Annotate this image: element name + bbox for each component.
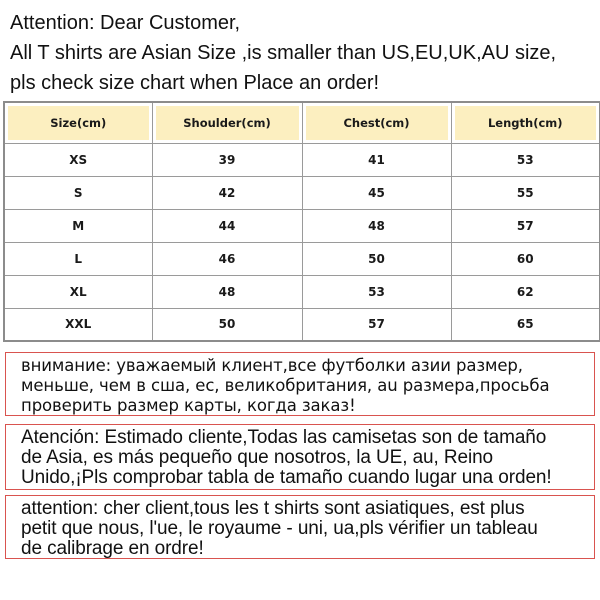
cell-length: 53 [451, 143, 600, 176]
table-header-row [4, 102, 600, 143]
size-chart-table [3, 101, 600, 342]
cell-size: XXL [4, 308, 152, 341]
table-row [4, 209, 600, 242]
russian-note-line: меньше, чем в сша, ес, великобритания, au размера,просьба [21, 376, 550, 395]
cell-shoulder: 44 [152, 209, 302, 242]
cell-chest: 45 [302, 176, 451, 209]
russian-note-line: внимание: уважаемый клиент,все футболки азии размер, [21, 356, 523, 375]
cell-chest: 41 [302, 143, 451, 176]
french-note-line: petit que nous, l'ue, le royaume - uni, ua,pls vérifier un tableau [21, 518, 538, 539]
cell-size: L [4, 242, 152, 275]
cell-shoulder: 39 [152, 143, 302, 176]
spanish-note-box [5, 424, 595, 490]
spanish-note-line: Atención: Estimado cliente,Todas las camisetas son de tamaño [21, 427, 547, 448]
notice-line-asian-size: All T shirts are Asian Size ,is smaller than US,EU,UK,AU size, [10, 42, 557, 64]
notice-line-check-chart: pls check size chart when Place an order! [10, 72, 380, 94]
cell-chest: 53 [302, 275, 451, 308]
attention-notice [10, 8, 595, 98]
table-row [4, 176, 600, 209]
french-note-line: attention: cher client,tous les t shirts sont asiatiques, est plus [21, 498, 525, 519]
french-note-box [5, 495, 595, 559]
cell-size: XL [4, 275, 152, 308]
cell-chest: 50 [302, 242, 451, 275]
french-note-line: de calibrage en ordre! [21, 538, 204, 559]
cell-length: 60 [451, 242, 600, 275]
header-chest: Chest(cm) [302, 102, 451, 143]
cell-length: 62 [451, 275, 600, 308]
table-row [4, 275, 600, 308]
cell-size: S [4, 176, 152, 209]
cell-chest: 48 [302, 209, 451, 242]
cell-shoulder: 48 [152, 275, 302, 308]
cell-shoulder: 42 [152, 176, 302, 209]
cell-shoulder: 50 [152, 308, 302, 341]
table-row [4, 242, 600, 275]
spanish-note-line: Unido,¡Pls comprobar tabla de tamaño cuando lugar una orden! [21, 467, 552, 488]
russian-note-box [5, 352, 595, 416]
cell-length: 55 [451, 176, 600, 209]
cell-chest: 57 [302, 308, 451, 341]
cell-length: 57 [451, 209, 600, 242]
cell-size: M [4, 209, 152, 242]
header-shoulder: Shoulder(cm) [152, 102, 302, 143]
table-row [4, 308, 600, 341]
spanish-note-line: de Asia, es más pequeño que nosotros, la UE, au, Reino [21, 447, 494, 468]
cell-size: XS [4, 143, 152, 176]
header-size: Size(cm) [4, 102, 152, 143]
header-length: Length(cm) [451, 102, 600, 143]
table-row [4, 143, 600, 176]
russian-note-line: проверить размер карты, когда заказ! [21, 396, 356, 415]
cell-shoulder: 46 [152, 242, 302, 275]
cell-length: 65 [451, 308, 600, 341]
notice-line-greeting: Attention: Dear Customer, [10, 12, 241, 34]
